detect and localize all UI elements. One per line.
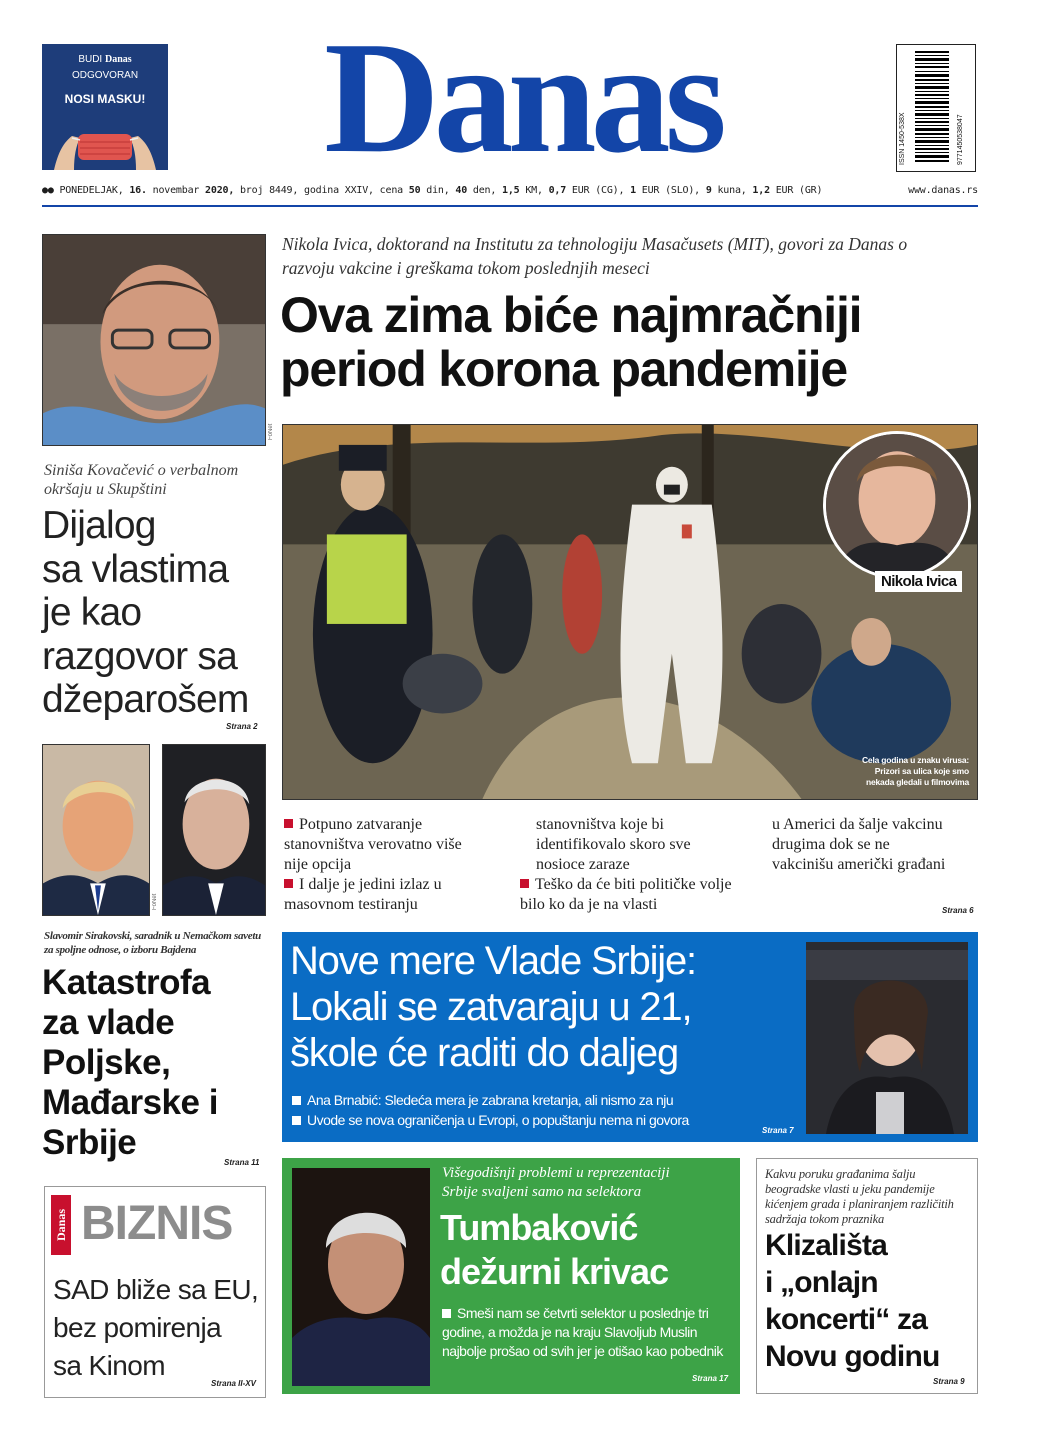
klizalista-headline xyxy=(765,1227,977,1375)
klizalista-page-ref[interactable]: Strana 9 xyxy=(933,1377,965,1386)
klizalista-box[interactable] xyxy=(756,1158,978,1394)
lead-photo[interactable] xyxy=(282,424,978,800)
barcode-issn: ISSN 1450-538X xyxy=(899,112,906,165)
klizalista-headline-line: Novu godinu xyxy=(765,1340,940,1373)
dateline-info4: KM, xyxy=(525,185,543,196)
lead-col-3 xyxy=(772,815,952,875)
klizalista-kicker: Kakvu poruku građanima šalju beogradske vlasti u jeku pandemije kićenjem grada i planiranjem različitih sadržaja tokom praznika xyxy=(765,1167,954,1226)
bullet-square-icon xyxy=(442,1309,451,1318)
biden-photo[interactable] xyxy=(162,744,266,916)
caption-line: Prizori sa ulica koje smo xyxy=(874,766,969,776)
photo-credit: FoNet xyxy=(152,893,158,910)
lead-headline[interactable] xyxy=(280,288,980,396)
dateline-info3: den, xyxy=(472,185,497,196)
kovacevic-headline-line: Dijalog xyxy=(42,504,156,547)
biznis-page-ref[interactable]: Strana II-XV xyxy=(211,1379,256,1388)
sport-headline xyxy=(440,1206,736,1294)
kovacevic-headline-line: razgovor sa xyxy=(42,634,237,678)
vlada-bullets xyxy=(292,1090,792,1130)
klizalista-headline-line: koncerti“ za xyxy=(765,1303,928,1336)
sirakovski-headline-line: Katastrofa xyxy=(42,963,211,1002)
vlada-bullet-1 xyxy=(292,1090,792,1110)
biznis-label: BIZNIS xyxy=(81,1197,233,1250)
dateline-date: 16. xyxy=(129,185,147,196)
vlada-headline-line: škole će raditi do daljeg xyxy=(290,1031,679,1075)
promo-line2: ODGOVORAN xyxy=(71,70,139,81)
dateline xyxy=(42,183,978,207)
trump-photo[interactable] xyxy=(42,744,150,916)
kovacevic-headline[interactable] xyxy=(42,504,268,722)
lead-headline-line: period korona pandemije xyxy=(280,341,847,397)
sirakovski-page-ref[interactable]: Strana 11 xyxy=(224,1158,260,1167)
lead-bullet-text: Teško da će biti političke volje bilo ko da je na vlasti xyxy=(520,876,732,913)
vlada-bullet-text: Uvode se nova ograničenja u Evropi, o popuštanju nema ni govora xyxy=(307,1112,689,1128)
bullet-square-icon xyxy=(284,879,293,888)
sport-headline-line: dežurni krivac xyxy=(440,1251,669,1292)
biznis-headline-line: SAD bliže sa EU, xyxy=(53,1274,259,1305)
sport-kicker-line: Srbije svaljeni samo na selektora xyxy=(442,1184,642,1200)
vlada-bullet-2 xyxy=(292,1110,792,1130)
sirakovski-headline-line: Mađarske i xyxy=(42,1083,218,1122)
dateline-info6: EUR (SLO), xyxy=(641,185,700,196)
masthead-logo[interactable]: Danas xyxy=(324,8,721,186)
lead-photo-caption xyxy=(839,755,969,788)
sirakovski-headline-line: za vlade xyxy=(42,1003,175,1042)
sport-headline-line: Tumbaković xyxy=(440,1207,638,1248)
lead-col-text: stanovništva koje bi identifikovalo skoro sve nosioce zaraze xyxy=(536,816,691,873)
sport-box[interactable] xyxy=(282,1158,740,1394)
dateline-price5: 1 xyxy=(630,185,636,196)
lead-bullet-2 xyxy=(284,875,484,915)
bullet-square-icon xyxy=(292,1096,301,1105)
bullet-square-icon xyxy=(520,879,529,888)
sport-kicker-line: Višegodišnji problemi u reprezentaciji xyxy=(442,1165,670,1181)
lead-bullet-1 xyxy=(284,815,484,875)
kovacevic-headline-line: džeparošem xyxy=(42,678,249,721)
dateline-info2: din, xyxy=(426,185,450,196)
brnabic-photo[interactable] xyxy=(806,942,968,1134)
lead-bullet-3 xyxy=(520,875,740,915)
lead-bullet-text: Potpuno zatvaranje stanovništva verovatno više nije opcija xyxy=(284,816,462,873)
lead-col-2 xyxy=(520,815,740,915)
sirakovski-kicker: Slavomir Sirakovski, saradnik u Nemačkom savetu za spoljne odnose, o izboru Bajdena xyxy=(44,930,261,956)
kovacevic-headline-line: je kao xyxy=(42,591,142,634)
klizalista-headline-line: Klizališta xyxy=(765,1229,888,1262)
mask-promo-box[interactable] xyxy=(42,44,168,170)
nikola-ivica-inset[interactable] xyxy=(823,431,971,579)
dateline-price3: 1,5 xyxy=(502,185,520,196)
vlada-box[interactable] xyxy=(282,932,978,1142)
inset-name: Nikola Ivica xyxy=(875,571,962,592)
sirakovski-headline-line: Poljske, xyxy=(42,1043,171,1082)
barcode-digits: 9771450538047 xyxy=(957,114,964,165)
biznis-headline-line: bez pomirenja xyxy=(53,1312,222,1343)
dateline-price4: 0,7 xyxy=(548,185,567,196)
bullet-square-icon xyxy=(292,1116,301,1125)
vlada-headline-line: Lokali se zatvaraju u 21, xyxy=(290,985,692,1029)
photo-credit: FoNet xyxy=(268,423,274,440)
vlada-bullet-text: Ana Brnabić: Sledeća mera je zabrana kretanja, ali nismo za nju xyxy=(307,1092,674,1108)
mask-icon xyxy=(50,112,160,170)
dateline-info: broj 8449, godina XXIV, cena xyxy=(239,185,403,196)
promo-brand: Danas xyxy=(105,54,132,65)
kovacevic-page-ref[interactable]: Strana 2 xyxy=(226,722,258,731)
lead-col-text: u Americi da šalje vakcinu drugima dok se ne vakcinišu američki građani xyxy=(772,816,946,873)
lead-kicker: Nikola Ivica, doktorand na Institutu za tehnologiju Masačusets (MIT), govori za Danas o razvoju vakcine i greškama tokom poslednjih meseci xyxy=(282,234,908,278)
sport-body xyxy=(442,1304,732,1361)
dateline-month: novembar xyxy=(152,185,200,196)
dateline-info8: EUR (GR) xyxy=(775,185,823,196)
dateline-website[interactable]: www.danas.rs xyxy=(908,185,978,196)
sirakovski-headline-line: Srbije xyxy=(42,1123,137,1162)
vlada-headline xyxy=(290,938,800,1076)
bullet-square-icon xyxy=(284,819,293,828)
biznis-box[interactable] xyxy=(44,1186,266,1398)
dateline-info5: EUR (CG), xyxy=(571,185,625,196)
kovacevic-headline-line: sa vlastima xyxy=(42,547,229,591)
biznis-brand: Danas xyxy=(54,1209,68,1242)
dateline-price2: 40 xyxy=(455,185,468,196)
promo-line1: BUDI xyxy=(78,54,103,65)
biznis-headline-line: sa Kinom xyxy=(53,1350,165,1381)
dateline-dots-icon: ●● xyxy=(42,185,54,196)
barcode-icon xyxy=(915,51,949,165)
lead-col-1 xyxy=(284,815,484,915)
klizalista-headline-line: i „onlajn xyxy=(765,1266,878,1299)
tumbakovic-photo[interactable] xyxy=(292,1168,430,1386)
biznis-headline xyxy=(53,1271,265,1385)
dateline-price1: 50 xyxy=(408,185,421,196)
caption-line: nekada gledali u filmovima xyxy=(866,777,969,787)
dateline-year: 2020, xyxy=(205,185,235,196)
dateline-price7: 1,2 xyxy=(752,185,770,196)
sport-body-text: Smeši nam se četvrti selektor u poslednje tri godine, a možda je na kraju Slavoljub Muslin najbolje prošao od svih jer je otišao kao pobednik xyxy=(442,1305,723,1359)
lead-page-ref[interactable]: Strana 6 xyxy=(942,906,974,915)
dateline-price6: 9 xyxy=(705,185,712,196)
lead-bullet-text: I dalje je jedini izlaz u masovnom testiranju xyxy=(284,876,442,913)
kovacevic-photo[interactable] xyxy=(42,234,266,446)
caption-line: Cela godina u znaku virusa: xyxy=(861,755,969,765)
barcode xyxy=(896,44,976,172)
kovacevic-kicker: Siniša Kovačević o verbalnom okršaju u Skupštini xyxy=(44,462,239,498)
sport-page-ref[interactable]: Strana 17 xyxy=(692,1374,729,1383)
vlada-page-ref[interactable]: Strana 7 xyxy=(762,1126,794,1135)
promo-line3: NOSI MASKU! xyxy=(64,92,146,106)
biznis-brand-tag xyxy=(51,1195,71,1255)
sport-kicker xyxy=(442,1164,732,1202)
lead-headline-line: Ova zima biće najmračniji xyxy=(280,287,862,343)
vlada-headline-line: Nove mere Vlade Srbije: xyxy=(290,939,696,983)
sirakovski-headline[interactable] xyxy=(42,963,268,1163)
dateline-info7: kuna, xyxy=(717,185,747,196)
dateline-day: PONEDELJAK, xyxy=(59,185,124,196)
